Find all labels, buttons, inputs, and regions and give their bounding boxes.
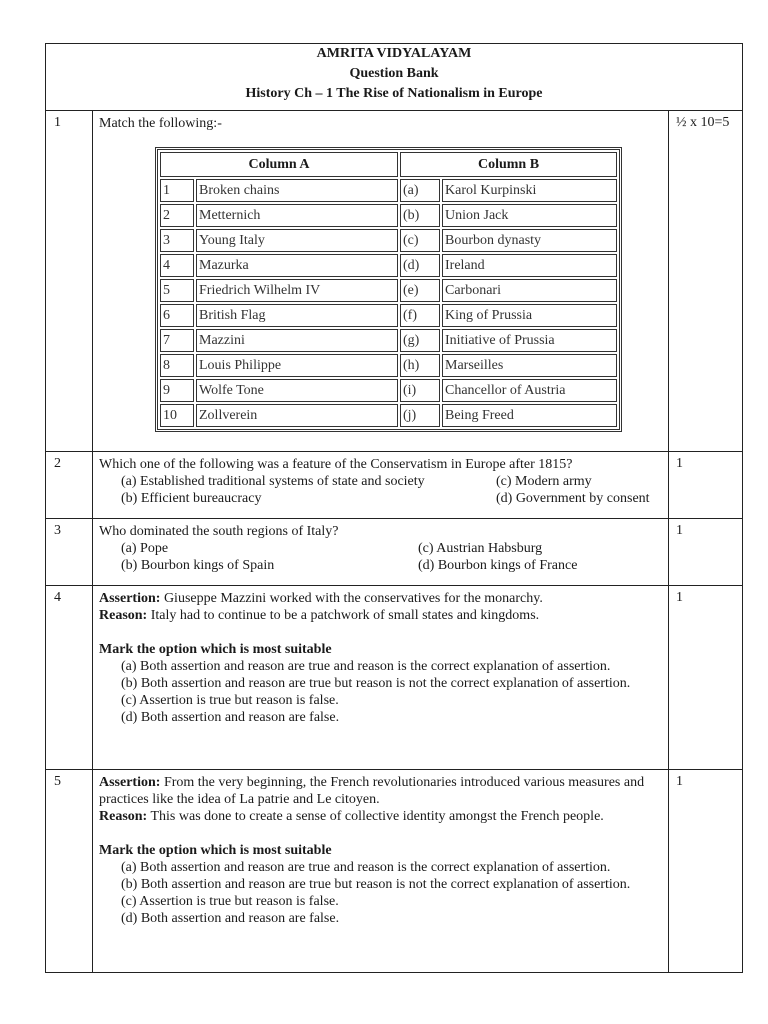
column-b-letter: (g): [400, 329, 440, 352]
column-a-item: Louis Philippe: [196, 354, 398, 377]
question-number: 1: [46, 111, 93, 452]
match-row: [160, 354, 617, 377]
question-number: 4: [46, 586, 93, 770]
column-a-item: Mazurka: [196, 254, 398, 277]
question-prompt: Who dominated the south regions of Italy?: [99, 524, 339, 539]
column-a-header: Column A: [160, 152, 398, 177]
question-body: [93, 519, 669, 586]
assertion-text: From the very beginning, the French revolutionaries introduced various measures and practices like the idea of La patrie and Le citoyen.: [99, 775, 645, 807]
reason-text: Italy had to continue to be a patchwork of small states and kingdoms.: [147, 608, 540, 623]
column-a-item: Zollverein: [196, 404, 398, 427]
question-body: [93, 586, 669, 770]
option-c: (c) Assertion is true but reason is false.: [121, 894, 339, 909]
question-marks: 1: [669, 586, 743, 770]
reason: [99, 607, 662, 624]
match-row-number: 7: [160, 329, 194, 352]
column-b-letter: (h): [400, 354, 440, 377]
match-row-number: 4: [160, 254, 194, 277]
column-a-item: British Flag: [196, 304, 398, 327]
column-b-letter: (b): [400, 204, 440, 227]
match-row-number: 1: [160, 179, 194, 202]
column-b-item: Being Freed: [442, 404, 617, 427]
option-d: (d) Government by consent: [496, 491, 650, 506]
option-a: (a) Established traditional systems of state and society: [121, 474, 425, 489]
assertion-text: Giuseppe Mazzini worked with the conservatives for the monarchy.: [160, 591, 543, 606]
column-b-letter: (j): [400, 404, 440, 427]
reason: [99, 808, 662, 825]
document-subtitle: Question Bank: [349, 66, 439, 81]
question-marks: 1: [669, 452, 743, 519]
assertion: [99, 774, 662, 808]
question-row-1: [46, 111, 743, 452]
question-bank-table: [45, 43, 743, 973]
reason-text: This was done to create a sense of collective identity amongst the French people.: [147, 809, 604, 824]
match-row: [160, 229, 617, 252]
column-b-item: Chancellor of Austria: [442, 379, 617, 402]
option-a: (a) Pope: [121, 541, 169, 556]
match-row-number: 10: [160, 404, 194, 427]
question-body: [93, 452, 669, 519]
column-b-letter: (i): [400, 379, 440, 402]
assertion-label: Assertion:: [99, 591, 161, 606]
question-number: 5: [46, 770, 93, 973]
match-row: [160, 304, 617, 327]
column-b-letter: (e): [400, 279, 440, 302]
match-row: [160, 254, 617, 277]
match-row: [160, 179, 617, 202]
question-marks: ½ x 10=5: [669, 111, 743, 452]
assertion: [99, 590, 662, 607]
column-b-item: Ireland: [442, 254, 617, 277]
column-a-item: Metternich: [196, 204, 398, 227]
column-b-letter: (d): [400, 254, 440, 277]
column-a-item: Friedrich Wilhelm IV: [196, 279, 398, 302]
question-number: 3: [46, 519, 93, 586]
reason-label: Reason:: [99, 608, 148, 623]
option-c: (c) Modern army: [496, 474, 592, 489]
question-number: 2: [46, 452, 93, 519]
question-marks: 1: [669, 770, 743, 973]
match-row-number: 3: [160, 229, 194, 252]
option-b: (b) Efficient bureaucracy: [121, 491, 262, 506]
question-body: [93, 111, 669, 452]
question-prompt: Match the following:-: [99, 116, 222, 131]
column-b-item: Carbonari: [442, 279, 617, 302]
instruction: Mark the option which is most suitable: [99, 843, 332, 858]
reason-label: Reason:: [99, 809, 148, 824]
question-row-5: [46, 770, 743, 973]
school-name: AMRITA VIDYALAYAM: [316, 46, 472, 61]
column-a-item: Broken chains: [196, 179, 398, 202]
option-list: [121, 658, 662, 726]
column-a-item: Mazzini: [196, 329, 398, 352]
match-row: [160, 279, 617, 302]
match-row: [160, 404, 617, 427]
question-row-2: [46, 452, 743, 519]
column-b-item: King of Prussia: [442, 304, 617, 327]
column-b-header: Column B: [400, 152, 617, 177]
assertion-label: Assertion:: [99, 775, 161, 790]
option-a: (a) Both assertion and reason are true and reason is the correct explanation of assertion.: [121, 659, 611, 674]
document-header: [46, 44, 743, 111]
question-prompt: Which one of the following was a feature of the Conservatism in Europe after 1815?: [99, 457, 573, 472]
column-a-item: Young Italy: [196, 229, 398, 252]
match-table: [155, 147, 622, 432]
instruction: Mark the option which is most suitable: [99, 642, 332, 657]
column-b-item: Marseilles: [442, 354, 617, 377]
question-row-4: [46, 586, 743, 770]
match-row-number: 9: [160, 379, 194, 402]
column-b-item: Bourbon dynasty: [442, 229, 617, 252]
column-b-item: Karol Kurpinski: [442, 179, 617, 202]
question-body: [93, 770, 669, 973]
option-d: (d) Bourbon kings of France: [418, 558, 578, 573]
match-row-number: 6: [160, 304, 194, 327]
column-a-item: Wolfe Tone: [196, 379, 398, 402]
option-c: (c) Assertion is true but reason is false.: [121, 693, 339, 708]
option-list: [121, 859, 662, 927]
column-b-letter: (f): [400, 304, 440, 327]
option-a: (a) Both assertion and reason are true and reason is the correct explanation of assertion.: [121, 860, 611, 875]
match-row: [160, 204, 617, 227]
option-b: (b) Bourbon kings of Spain: [121, 558, 275, 573]
option-b: (b) Both assertion and reason are true but reason is not the correct explanation of assertion.: [121, 877, 631, 892]
option-d: (d) Both assertion and reason are false.: [121, 911, 340, 926]
chapter-title: History Ch – 1 The Rise of Nationalism in Europe: [245, 86, 543, 101]
column-b-letter: (a): [400, 179, 440, 202]
option-d: (d) Both assertion and reason are false.: [121, 710, 340, 725]
match-row-number: 2: [160, 204, 194, 227]
column-b-letter: (c): [400, 229, 440, 252]
option-c: (c) Austrian Habsburg: [418, 541, 543, 556]
match-row: [160, 379, 617, 402]
question-marks: 1: [669, 519, 743, 586]
option-b: (b) Both assertion and reason are true but reason is not the correct explanation of assertion.: [121, 676, 631, 691]
column-b-item: Initiative of Prussia: [442, 329, 617, 352]
match-row-number: 5: [160, 279, 194, 302]
match-row-number: 8: [160, 354, 194, 377]
question-row-3: [46, 519, 743, 586]
column-b-item: Union Jack: [442, 204, 617, 227]
match-row: [160, 329, 617, 352]
